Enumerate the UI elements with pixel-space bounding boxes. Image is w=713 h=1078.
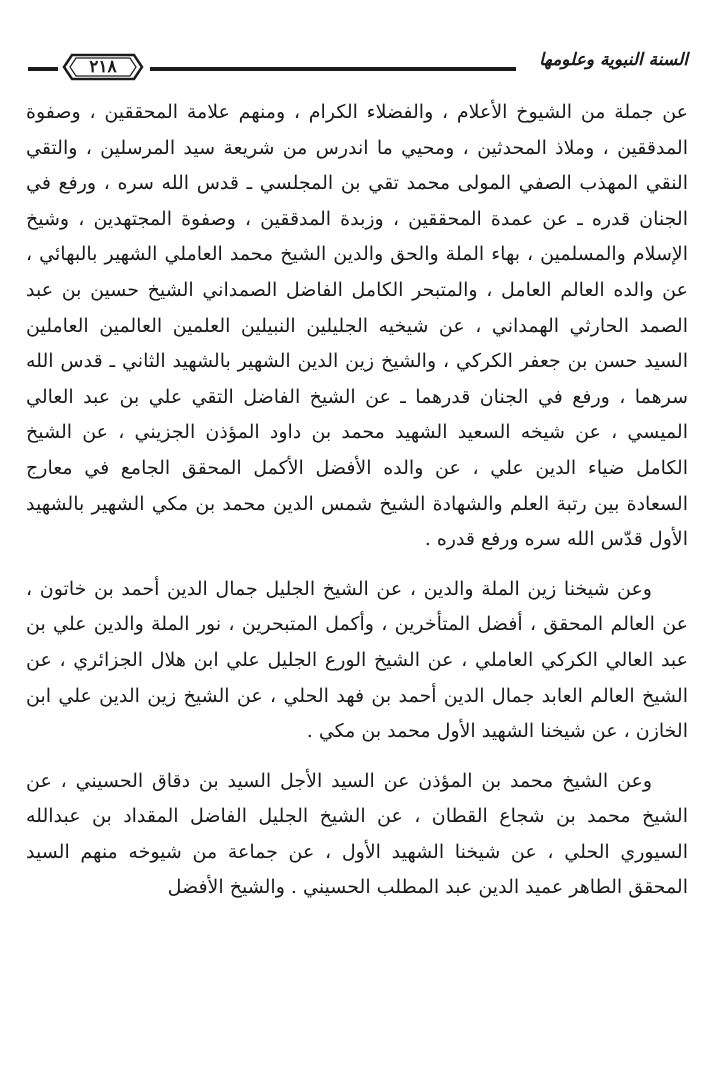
paragraph-gap bbox=[26, 558, 688, 572]
page-number-frame bbox=[62, 52, 144, 82]
paragraph-gap bbox=[26, 750, 688, 764]
paragraph-2: وعن شيخنا زين الملة والدين ، عن الشيخ الجليل جمال الدين أحمد بن خاتون ، عن العالم المحقق ، أفضل المتأخرين ، وأكمل المتبحرين ، نور الملة والدين علي بن عبد العالي الكركي العاملي ، عن الشيخ الورع الجليل علي ابن هلال الجزائري ، عن الشيخ العالم العابد جمال الدين أحمد بن فهد الحلي ، عن الشيخ زين الدين علي ابن الخازن ، عن شيخنا الشهيد الأول محمد بن مكي . bbox=[26, 577, 688, 743]
header-rule-end bbox=[28, 67, 58, 71]
body-text bbox=[26, 95, 688, 906]
header-rule bbox=[150, 67, 516, 71]
paragraph-1: عن جملة من الشيوخ الأعلام ، والفضلاء الكرام ، ومنهم علامة المحققين ، وصفوة المدققين ، وملاذ المحدثين ، ومحيي ما اندرس من شريعة سيد المرسلين ، والتقي النقي المهذب الصفي المولى محمد تقي بن المجلسي ـ قدس الله سره ، ورفع في الجنان قدره ـ عن عمدة المحققين ، وزبدة المدققين ، وصفوة المجتهدين ، وشيخ الإسلام والمسلمين ، بهاء الملة والحق والدين الشيخ محمد العاملي الشهير بالبهائي ، عن والده العالم العامل ، والمتبحر الكامل الفاضل الصمداني الشيخ حسين بن عبد الصمد الحارثي الهمداني ، عن شيخيه الجليلين النبيلين العلمين العالمين العاملين السيد حسن بن جعفر الكركي ، والشيخ زين الدين الشهير بالشهيد الثاني ـ قدس الله سرهما ، ورفع في الجنان قدرهما ـ عن الشيخ الفاضل التقي علي بن عبد العالي الميسي ، عن شيخه السعيد الشهيد محمد بن داود المؤذن الجزيني ، عن الشيخ الكامل ضياء الدين علي ، عن والده الأفضل الأكمل المحقق الجامع في معارج السعادة بين رتبة العلم والشهادة الشيخ شمس الدين محمد بن مكي الشهير بالشهيد الأول قدّس الله سره ورفع قدره . bbox=[26, 101, 688, 551]
paragraph-3: وعن الشيخ محمد بن المؤذن عن السيد الأجل السيد بن دقاق الحسيني ، عن الشيخ محمد بن شجاع القطان ، عن الشيخ الجليل الفاضل المقداد بن عبدالله السيوري الحلي ، عن شيخنا الشهيد الأول ، عن جماعة من شيوخه منهم السيد المحقق الطاهر عميد الدين عبد المطلب الحسيني . والشيخ الأفضل bbox=[26, 769, 688, 899]
page-number: ٢١٨ bbox=[89, 57, 117, 77]
page-header bbox=[28, 44, 688, 84]
running-title: السنة النبوية وعلومها bbox=[539, 50, 688, 70]
